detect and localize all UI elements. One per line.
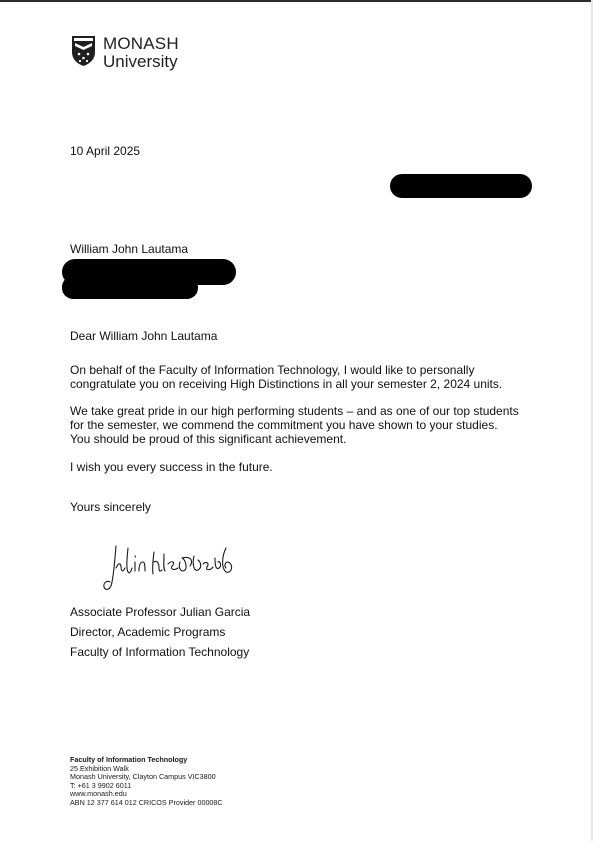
- logo-wordmark-line2: University: [103, 52, 178, 71]
- signatory-name: Associate Professor Julian Garcia: [70, 605, 251, 619]
- redacted-address-line2: [62, 276, 198, 299]
- recipient-name: William John Lautama: [70, 242, 189, 256]
- monash-crest-icon: [71, 35, 96, 67]
- signatory-faculty: Faculty of Information Technology: [70, 645, 250, 659]
- signatory-title: Director, Academic Programs: [70, 625, 226, 639]
- footer-address-line1: 25 Exhibition Walk: [70, 763, 129, 773]
- paragraph-line: congratulate you on receiving High Distinctions in all your semester 2, 2024 units.: [70, 377, 503, 391]
- body-paragraph-2: [70, 404, 540, 446]
- footer-contact-block: [70, 756, 223, 808]
- footer-phone: T: +61 3 9902 6011: [70, 780, 132, 790]
- top-border: [0, 0, 593, 2]
- body-paragraph-1: [70, 363, 540, 391]
- handwritten-signature: [102, 540, 242, 596]
- paragraph-line: On behalf of the Faculty of Information Technology, I would like to personally: [70, 363, 475, 377]
- paragraph-line: We take great pride in our high performing students – and as one of our top students: [70, 404, 519, 418]
- footer-address-line2: Monash University, Clayton Campus VIC3800: [70, 772, 216, 782]
- redacted-reference: [390, 174, 532, 198]
- logo-wordmark-line1: MONASH: [103, 34, 179, 53]
- footer-abn: ABN 12 377 614 012 CRICOS Provider 00008C: [70, 797, 223, 807]
- paragraph-line: You should be proud of this significant achievement.: [70, 432, 347, 446]
- footer-faculty: Faculty of Information Technology: [70, 755, 188, 764]
- body-paragraph-3: I wish you every success in the future.: [70, 460, 273, 474]
- letter-date: 10 April 2025: [70, 144, 141, 158]
- paragraph-line: for the semester, we commend the commitment you have shown to your studies.: [70, 418, 498, 432]
- monash-logo: [71, 34, 201, 74]
- footer-website: www.monash.edu: [70, 789, 127, 799]
- salutation: Dear William John Lautama: [70, 329, 218, 343]
- closing: Yours sincerely: [70, 500, 151, 514]
